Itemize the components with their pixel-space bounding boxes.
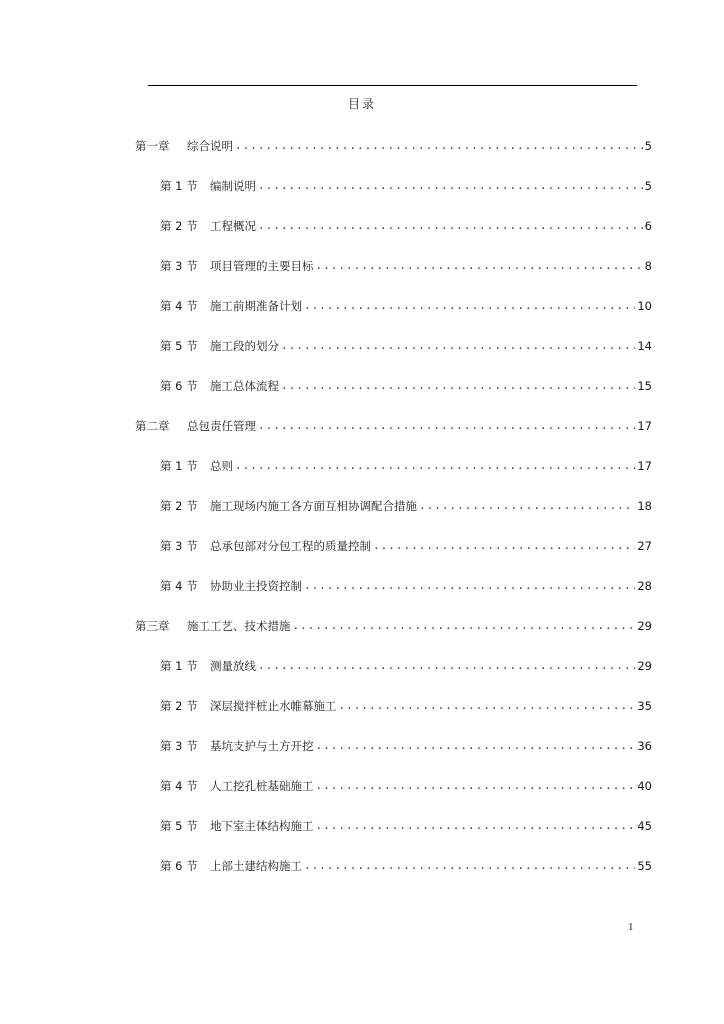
toc-entry-page: 36 xyxy=(637,739,652,753)
toc-entry-page: 8 xyxy=(644,259,652,273)
toc-entry-number: 第三章 xyxy=(135,619,170,633)
toc-leader-dots xyxy=(316,778,636,794)
toc-entry-number: 第二章 xyxy=(135,419,170,433)
toc-entry-page: 40 xyxy=(637,779,652,793)
toc-entry-label: 综合说明 xyxy=(187,139,233,153)
toc-entry-label: 施工工艺、技术措施 xyxy=(187,619,291,633)
toc-entry[interactable] xyxy=(160,298,652,314)
toc-entry[interactable] xyxy=(160,858,652,874)
toc-entry[interactable] xyxy=(160,778,652,794)
toc-leader-dots xyxy=(419,498,635,514)
toc-entry-page: 10 xyxy=(637,299,652,313)
toc-entry-label: 上部土建结构施工 xyxy=(210,859,302,873)
toc-entry[interactable] xyxy=(160,578,652,594)
toc-leader-dots xyxy=(316,258,643,274)
toc-entry-label: 总承包部对分包工程的质量控制 xyxy=(210,539,371,553)
toc-entry-number: 第 1 节 xyxy=(160,659,198,673)
toc-leader-dots xyxy=(373,538,635,554)
toc-entry-page: 6 xyxy=(644,219,652,233)
toc-entry[interactable] xyxy=(160,258,652,274)
toc-entry-label: 施工段的划分 xyxy=(210,339,279,353)
toc-entry-number: 第 4 节 xyxy=(160,779,198,793)
toc-entry-label: 施工前期准备计划 xyxy=(210,299,302,313)
toc-entry-page: 15 xyxy=(637,379,652,393)
toc-entry-page: 55 xyxy=(637,859,652,873)
toc-entry-page: 29 xyxy=(637,659,652,673)
toc-leader-dots xyxy=(304,298,635,314)
toc-entry[interactable] xyxy=(160,738,652,754)
toc-leader-dots xyxy=(304,858,635,874)
toc-entry-label: 基坑支护与土方开挖 xyxy=(210,739,314,753)
toc-leader-dots xyxy=(258,178,643,194)
toc-entry-label: 项目管理的主要目标 xyxy=(210,259,314,273)
toc-entry-label: 总则 xyxy=(210,459,233,473)
toc-entry[interactable] xyxy=(160,178,652,194)
toc-entry-page: 27 xyxy=(637,539,652,553)
toc-entry-number: 第 3 节 xyxy=(160,739,198,753)
toc-entry-page: 29 xyxy=(637,619,652,633)
toc-entry-number: 第 6 节 xyxy=(160,859,198,873)
toc-leader-dots xyxy=(316,818,636,834)
toc-entry-page: 5 xyxy=(644,179,652,193)
toc-entry-number: 第 2 节 xyxy=(160,699,198,713)
toc-entry-page: 45 xyxy=(637,819,652,833)
toc-leader-dots xyxy=(258,218,643,234)
toc-leader-dots xyxy=(339,698,636,714)
toc-entry-page: 35 xyxy=(637,699,652,713)
toc-leader-dots xyxy=(293,618,636,634)
toc-entry-number: 第一章 xyxy=(135,139,170,153)
toc-entry-label: 编制说明 xyxy=(210,179,256,193)
toc-leader-dots xyxy=(316,738,636,754)
toc-entry[interactable] xyxy=(160,658,652,674)
toc-entry-number: 第 2 节 xyxy=(160,219,198,233)
toc-entry-page: 18 xyxy=(637,499,652,513)
toc-leader-dots xyxy=(304,578,635,594)
toc-entry-number: 第 4 节 xyxy=(160,579,198,593)
toc-leader-dots xyxy=(281,378,635,394)
toc-entry-number: 第 3 节 xyxy=(160,539,198,553)
toc-entry[interactable] xyxy=(160,498,652,514)
toc-entry-page: 14 xyxy=(637,339,652,353)
toc-entry[interactable] xyxy=(160,538,652,554)
toc-entry-label: 施工总体流程 xyxy=(210,379,279,393)
toc-entry[interactable] xyxy=(160,818,652,834)
toc-title: 目录 xyxy=(347,97,376,111)
toc-entry[interactable] xyxy=(160,698,652,714)
toc-entry-label: 地下室主体结构施工 xyxy=(210,819,314,833)
toc-entry[interactable] xyxy=(160,378,652,394)
toc-entry-label: 协助业主投资控制 xyxy=(210,579,302,593)
toc-entry-number: 第 1 节 xyxy=(160,179,198,193)
toc-entry-label: 总包责任管理 xyxy=(187,419,256,433)
toc-leader-dots xyxy=(258,658,635,674)
toc-entry[interactable] xyxy=(135,138,652,154)
toc-leader-dots xyxy=(281,338,635,354)
toc-entry-number: 第 5 节 xyxy=(160,339,198,353)
toc-entry-label: 人工挖孔桩基础施工 xyxy=(210,779,314,793)
toc-entry[interactable] xyxy=(160,218,652,234)
toc-entry-number: 第 1 节 xyxy=(160,459,198,473)
toc-entry-number: 第 3 节 xyxy=(160,259,198,273)
toc-entry-number: 第 5 节 xyxy=(160,819,198,833)
toc-entry[interactable] xyxy=(160,338,652,354)
toc-entry-label: 测量放线 xyxy=(210,659,256,673)
toc-leader-dots xyxy=(258,418,635,434)
toc-entry-label: 深层搅拌桩止水帷幕施工 xyxy=(210,699,337,713)
toc-leader-dots xyxy=(235,138,643,154)
toc-entry[interactable] xyxy=(135,418,652,434)
toc-entry-number: 第 6 节 xyxy=(160,379,198,393)
toc-entry-number: 第 4 节 xyxy=(160,299,198,313)
toc-entry-page: 5 xyxy=(644,139,652,153)
toc-entry-label: 工程概况 xyxy=(210,219,256,233)
toc-entry[interactable] xyxy=(160,458,652,474)
toc-entry-label: 施工现场内施工各方面互相协调配合措施 xyxy=(210,499,417,513)
toc-entry[interactable] xyxy=(135,618,652,634)
toc-entry-page: 17 xyxy=(637,459,652,473)
toc-leader-dots xyxy=(235,458,635,474)
toc-entry-page: 17 xyxy=(637,419,652,433)
page-number: 1 xyxy=(628,921,634,933)
toc-entry-number: 第 2 节 xyxy=(160,499,198,513)
toc-entry-page: 28 xyxy=(637,579,652,593)
